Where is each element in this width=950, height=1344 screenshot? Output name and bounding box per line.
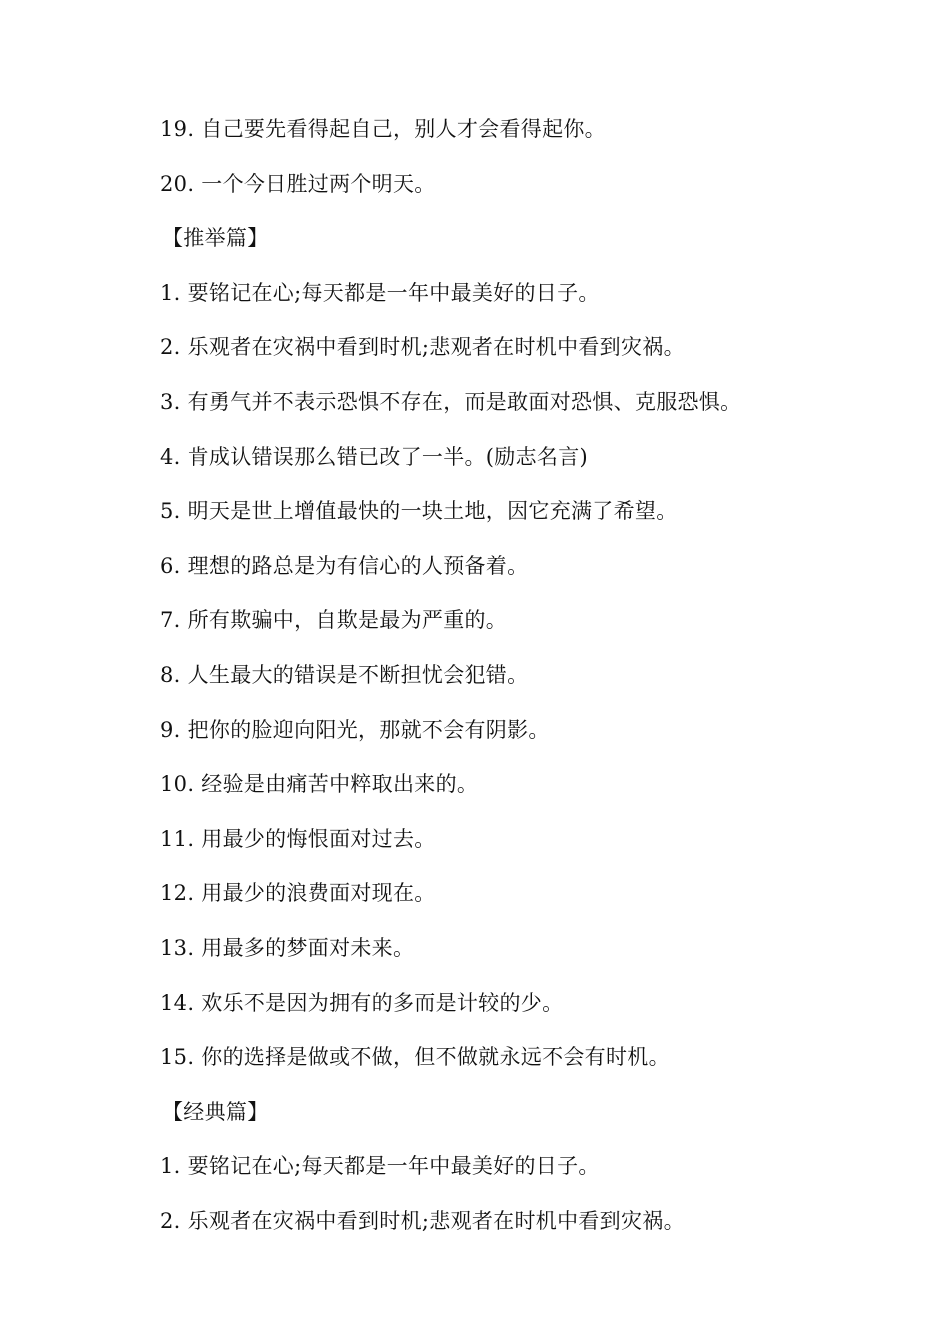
quote-line: 1. 要铭记在心;每天都是一年中最美好的日子。 (160, 1154, 600, 1179)
quote-line: 13. 用最多的梦面对未来。 (160, 935, 415, 960)
section-heading: 【经典篇】 (162, 1099, 269, 1124)
quote-line: 8. 人生最大的错误是不断担忧会犯错。 (160, 662, 529, 687)
quote-line: 20. 一个今日胜过两个明天。 (160, 171, 436, 196)
quote-line: 3. 有勇气并不表示恐惧不存在，而是敢面对恐惧、克服恐惧。 (160, 389, 742, 414)
section-heading: 【推举篇】 (162, 226, 269, 251)
quote-line: 1. 要铭记在心;每天都是一年中最美好的日子。 (160, 280, 600, 305)
document-body (160, 113, 860, 1259)
quote-line: 11. 用最少的悔恨面对过去。 (160, 826, 436, 851)
quote-line: 19. 自己要先看得起自己，别人才会看得起你。 (160, 117, 606, 141)
quote-line: 9. 把你的脸迎向阳光，那就不会有阴影。 (160, 717, 550, 742)
quote-line: 2. 乐观者在灾祸中看到时机;悲观者在时机中看到灾祸。 (160, 335, 685, 360)
quote-line: 14. 欢乐不是因为拥有的多而是计较的少。 (160, 990, 564, 1015)
quote-line: 7. 所有欺骗中，自欺是最为严重的。 (160, 608, 508, 633)
quote-line: 4. 肯成认错误那么错已改了一半。(励志名言) (160, 444, 588, 469)
quote-line: 15. 你的选择是做或不做，但不做就永远不会有时机。 (160, 1045, 670, 1070)
quote-line: 5. 明天是世上增值最快的一块土地，因它充满了希望。 (160, 499, 678, 524)
quote-line: 2. 乐观者在灾祸中看到时机;悲观者在时机中看到灾祸。 (160, 1208, 685, 1233)
quote-line: 10. 经验是由痛苦中粹取出来的。 (160, 772, 479, 797)
quote-line: 6. 理想的路总是为有信心的人预备着。 (160, 553, 529, 578)
quote-line: 12. 用最少的浪费面对现在。 (160, 881, 436, 906)
